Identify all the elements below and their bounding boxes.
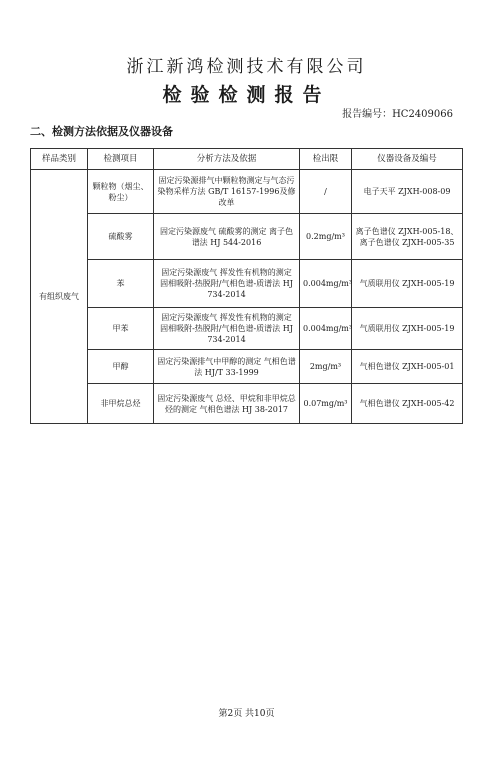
- company-name: 浙江新鸿检测技术有限公司: [126, 57, 367, 77]
- limit-cell: 2mg/m³: [300, 350, 352, 384]
- section-title: 二、检测方法依据及仪器设备: [30, 125, 173, 138]
- column-header-item: 检测项目: [88, 149, 154, 170]
- limit-cell: 0.004mg/m³: [300, 260, 352, 308]
- instrument-cell: 气相色谱仪 ZJXH-005-42: [352, 384, 463, 424]
- table-row: [31, 384, 463, 424]
- method-cell: 固定污染源废气 挥发性有机物的测定 固相吸附-热脱附/气相色谱-质谱法 HJ 734-2014: [154, 308, 300, 350]
- column-header-method: 分析方法及依据: [154, 149, 300, 170]
- item-cell: 苯: [88, 260, 154, 308]
- limit-cell: 0.004mg/m³: [300, 308, 352, 350]
- item-cell: 甲苯: [88, 308, 154, 350]
- instrument-cell: 气质联用仪 ZJXH-005-19: [352, 260, 463, 308]
- instrument-cell: 气质联用仪 ZJXH-005-19: [352, 308, 463, 350]
- limit-cell: 0.2mg/m³: [300, 214, 352, 260]
- method-cell: 固定污染源排气中甲醇的测定 气相色谱法 HJ/T 33-1999: [154, 350, 300, 384]
- method-cell: 固定污染源废气 总烃、甲烷和非甲烷总烃的测定 气相色谱法 HJ 38-2017: [154, 384, 300, 424]
- instrument-cell: 离子色谱仪 ZJXH-005-18、离子色谱仪 ZJXH-005-35: [352, 214, 463, 260]
- item-cell: 硫酸雾: [88, 214, 154, 260]
- method-cell: 固定污染源排气中颗粒物测定与气态污染物采样方法 GB/T 16157-1996及修改单: [154, 170, 300, 214]
- sample-category-cell: 有组织废气: [31, 170, 88, 424]
- item-cell: 甲醇: [88, 350, 154, 384]
- table-header-row: [31, 149, 463, 170]
- limit-cell: 0.07mg/m³: [300, 384, 352, 424]
- table-row: [31, 260, 463, 308]
- methods-table: [30, 148, 463, 424]
- page-number: 第2页 共10页: [218, 709, 275, 719]
- instrument-cell: 气相色谱仪 ZJXH-005-01: [352, 350, 463, 384]
- method-cell: 固定污染源废气 硫酸雾的测定 离子色谱法 HJ 544-2016: [154, 214, 300, 260]
- column-header-category: 样品类别: [31, 149, 88, 170]
- table-row: [31, 214, 463, 260]
- instrument-cell: 电子天平 ZJXH-008-09: [352, 170, 463, 214]
- item-cell: 颗粒物（烟尘、粉尘）: [88, 170, 154, 214]
- table-row: [31, 170, 463, 214]
- column-header-instrument: 仪器设备及编号: [352, 149, 463, 170]
- report-number: 报告编号：HC2409066: [342, 109, 453, 120]
- item-cell: 非甲烷总烃: [88, 384, 154, 424]
- report-title: 检验检测报告: [162, 84, 331, 106]
- table-row: [31, 308, 463, 350]
- limit-cell: /: [300, 170, 352, 214]
- method-cell: 固定污染源废气 挥发性有机物的测定 固相吸附-热脱附/气相色谱-质谱法 HJ 734-2014: [154, 260, 300, 308]
- column-header-limit: 检出限: [300, 149, 352, 170]
- table-row: [31, 350, 463, 384]
